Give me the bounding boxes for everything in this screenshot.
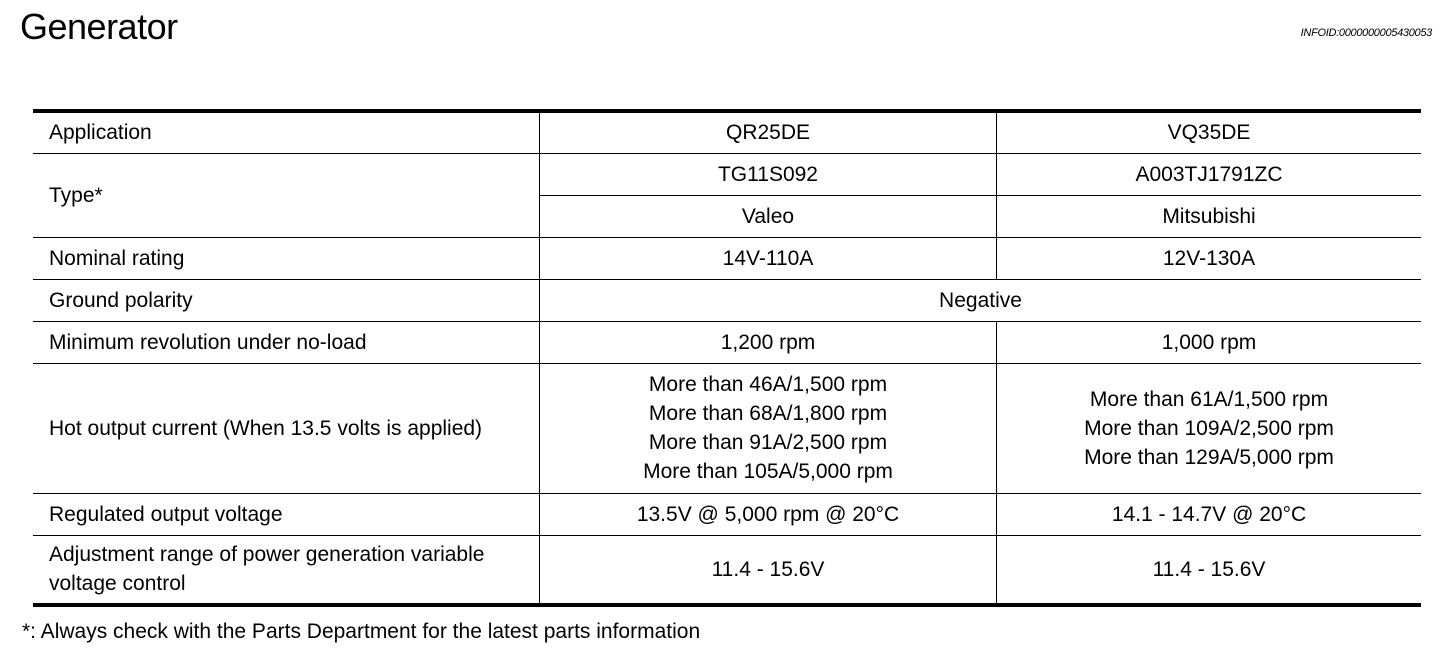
hot-line: More than 61A/1,500 rpm xyxy=(1089,387,1329,411)
row-label: Type* xyxy=(33,153,540,237)
page-title: Generator xyxy=(20,6,178,47)
cell-adjust-vq35de: 11.4 - 15.6V xyxy=(997,535,1422,605)
row-label: Nominal rating xyxy=(33,237,540,279)
cell-nominal-vq35de: 12V-130A xyxy=(997,237,1422,279)
row-label: Minimum revolution under no-load xyxy=(33,321,540,363)
cell-hot-qr25de xyxy=(540,363,997,493)
table-row-adjustment xyxy=(33,535,1421,605)
cell-maker-qr25de: Valeo xyxy=(540,195,997,237)
cell-regulated-qr25de: 13.5V @ 5,000 rpm @ 20°C xyxy=(540,493,997,535)
footnote: *: Always check with the Parts Department for the latest parts information xyxy=(22,620,701,643)
hot-line: More than 109A/2,500 rpm xyxy=(1084,416,1334,440)
cell-type-qr25de: TG11S092 xyxy=(540,153,997,195)
cell-vq35de: VQ35DE xyxy=(997,111,1422,153)
hot-line: More than 46A/1,500 rpm xyxy=(648,373,888,396)
hot-line: More than 129A/5,000 rpm xyxy=(1084,445,1334,469)
cell-minrev-vq35de: 1,000 rpm xyxy=(997,321,1422,363)
cell-adjust-qr25de: 11.4 - 15.6V xyxy=(540,535,997,605)
row-label: Application xyxy=(33,111,540,153)
hot-line: More than 105A/5,000 rpm xyxy=(643,460,893,483)
cell-maker-vq35de: Mitsubishi xyxy=(997,195,1422,237)
row-label: Ground polarity xyxy=(33,279,540,321)
table-row-regulated xyxy=(33,493,1421,535)
table-row-hot-output xyxy=(33,363,1421,493)
row-label: Regulated output voltage xyxy=(33,493,540,535)
info-id: INFOID:0000000005430053 xyxy=(1300,27,1432,39)
table-row-minrev xyxy=(33,321,1421,363)
cell-type-vq35de: A003TJ1791ZC xyxy=(997,153,1422,195)
row-label: Adjustment range of power generation variable voltage control xyxy=(33,535,540,605)
cell-qr25de: QR25DE xyxy=(540,111,997,153)
cell-minrev-qr25de: 1,200 rpm xyxy=(540,321,997,363)
table-row-type-a xyxy=(33,153,1421,195)
hot-line: More than 91A/2,500 rpm xyxy=(648,431,888,454)
hot-line: More than 68A/1,800 rpm xyxy=(648,402,888,425)
spec-table xyxy=(33,109,1421,607)
row-label: Hot output current (When 13.5 volts is applied) xyxy=(33,363,540,493)
table-row-application xyxy=(33,111,1421,153)
cell-hot-vq35de xyxy=(997,363,1422,493)
cell-ground-value: Negative xyxy=(540,279,1422,321)
table-row-nominal xyxy=(33,237,1421,279)
cell-regulated-vq35de: 14.1 - 14.7V @ 20°C xyxy=(997,493,1422,535)
table-row-ground xyxy=(33,279,1421,321)
cell-nominal-qr25de: 14V-110A xyxy=(540,237,997,279)
